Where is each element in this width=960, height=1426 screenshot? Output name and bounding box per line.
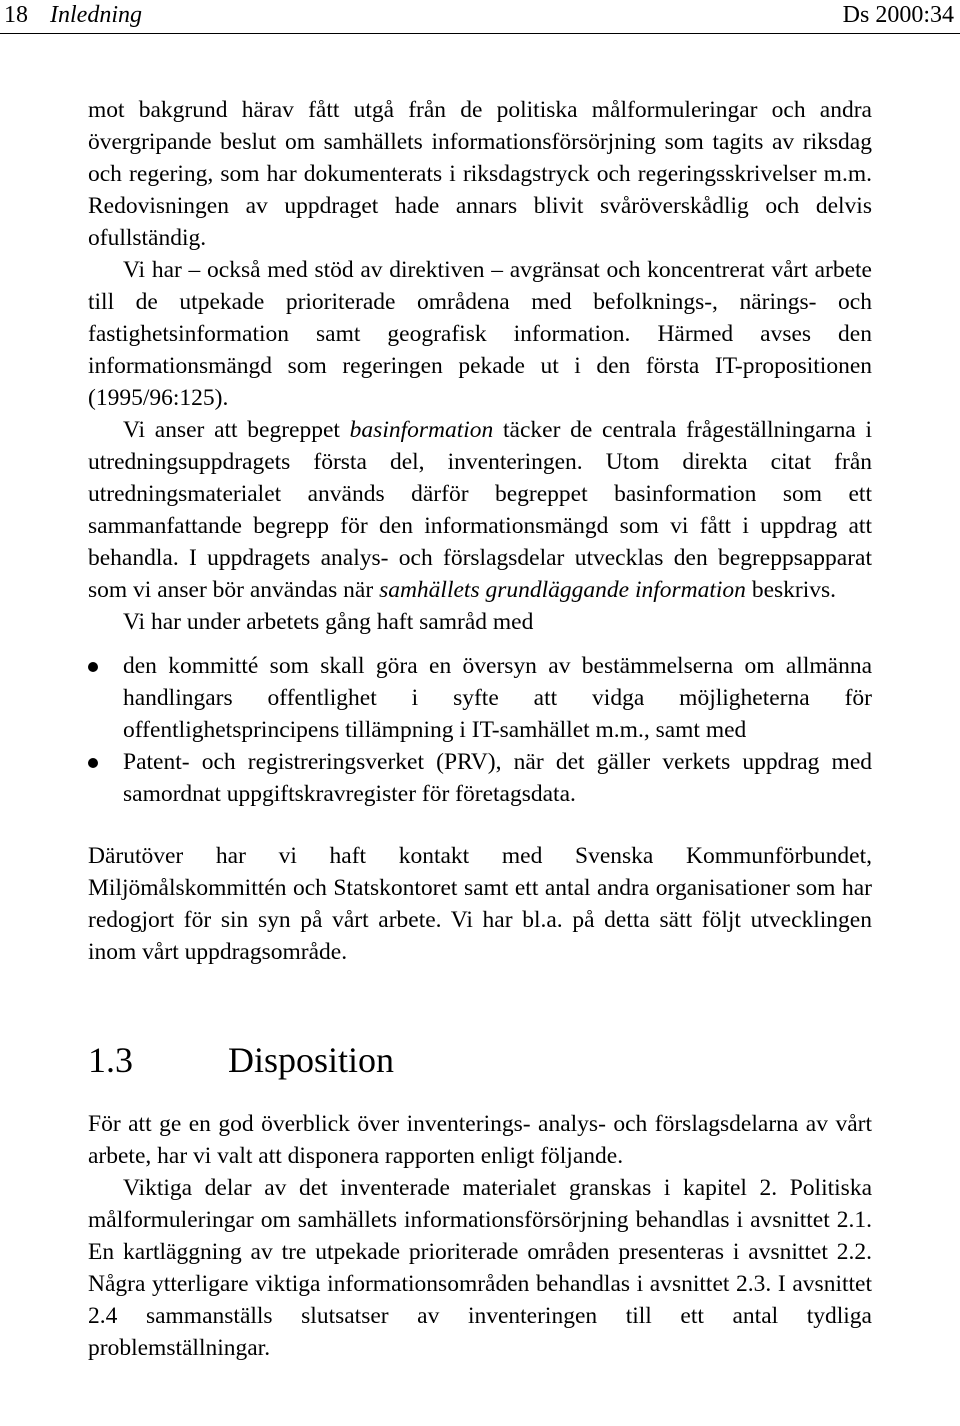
paragraph-background: mot bakgrund härav fått utgå från de politiska målformuleringar och andra övergripande beslut om samhällets informationsförsörjning som tagits av riksdag och regering, som har dokumenterats i riksdagstryck och regeringsskrivelser m.m. Redovisningen av uppdraget hade annars blivit svåröverskådlig och delvis ofullständig. (88, 97, 872, 251)
list-item-text: den kommitté som skall göra en översyn av bestämmelserna om allmänna handlingars offentlighet i syfte att vidga möjligheterna för offentlighetsprincipens tillämpning i IT-samhället m.m., samt med (123, 653, 872, 743)
paragraph-contacts: Därutöver har vi haft kontakt med Svenska Kommunförbundet, Miljömålskommittén och Statskontoret samt ett antal andra organisationer som har redogjort för sin syn på vårt arbete. Vi har bl.a. på detta sätt följt utvecklingen inom vårt uppdragsområde. (88, 843, 872, 965)
text-run: täcker de centrala frågeställningarna i utredningsuppdragets första del, inventeringen. Utom direkta citat från utredningsmaterialet används därför begreppet basinformation som ett sammanfattande begrepp för den informationsmängd som vi fått i uppdrag att behandla. I uppdragets analys- och förslagsdelar utvecklas den begreppsapparat som vi anser bör användas när (88, 417, 872, 603)
paragraph-disposition-intro: För att ge en god överblick över inventerings- analys- och förslagsdelarna av vårt arbete, har vi valt att disponera rapporten enligt följande. (88, 1111, 872, 1169)
list-item (88, 746, 872, 810)
list-item-text: Patent- och registreringsverket (PRV), när det gäller verkets uppdrag med samordnat uppgiftskravregister för företagsdata. (123, 749, 872, 807)
document-id: Ds 2000:34 (842, 2, 954, 28)
list-item (88, 650, 872, 746)
paragraph-basinformation (88, 414, 872, 606)
text-run: beskrivs. (745, 577, 837, 603)
paragraph-consultation-intro: Vi har under arbetets gång haft samråd med (123, 609, 534, 635)
emphasis-samhallets-information: samhällets grundläggande information (379, 577, 746, 603)
spacer (88, 968, 872, 1038)
paragraph-disposition-chapter2: Viktiga delar av det inventerade materialet granskas i kapitel 2. Politiska målformuleringar om samhällets informationsförsörjning behandlas i avsnittet 2.1. En kartläggning av tre utpekade prioriterade områden presenteras i avsnittet 2.2. Några ytterligare viktiga informationsområden behandlas i avsnittet 2.3. I avsnittet 2.4 sammanställs slutsatser av inventeringen till ett antal tydliga problemställningar. (88, 1175, 872, 1361)
section-heading (88, 1038, 872, 1082)
page-number: 18 (4, 2, 28, 28)
paragraph-scope: Vi har – också med stöd av direktiven – avgränsat och koncentrerat vårt arbete till de utpekade prioriterade områdena med befolknings-, närings- och fastighetsinformation samt geografisk information. Härmed avses den informationsmängd som regeringen pekade ut i den första IT-propositionen (1995/96:125). (88, 257, 872, 411)
section-number: 1.3 (88, 1040, 133, 1080)
bullet-icon (88, 758, 98, 768)
consultation-list (88, 650, 872, 810)
text-run: Vi anser att begreppet (123, 417, 350, 443)
spacer (88, 1082, 872, 1108)
section-title: Disposition (228, 1040, 395, 1080)
header-rule (0, 33, 960, 34)
bullet-icon (88, 662, 98, 672)
emphasis-basinformation: basinformation (349, 417, 494, 443)
page-header (0, 0, 960, 34)
page-content (88, 94, 872, 1364)
spacer (88, 638, 872, 650)
running-section-title: Inledning (50, 2, 142, 28)
spacer (88, 810, 872, 840)
